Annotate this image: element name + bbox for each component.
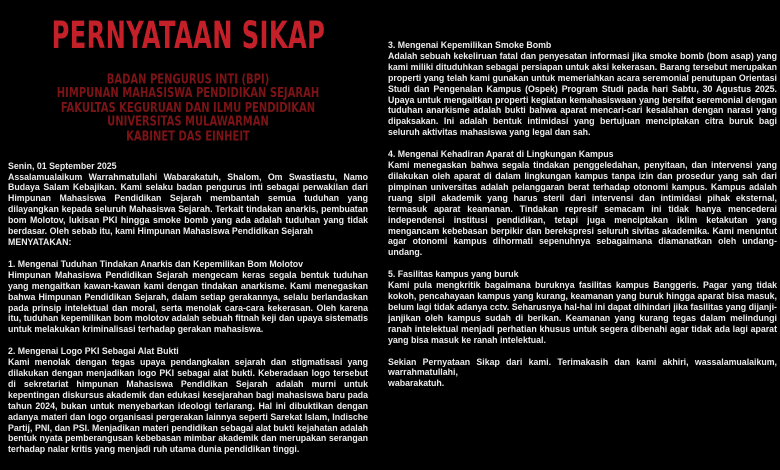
section-3-body: Adalah sebuah kekeliruan fatal dan penyesatan informasi jika smoke bomb (bom asap) yang kami miliki dituduhkan sebagai persiapan untuk aksi kekerasan. Barang tersebut merupakan properti yang telah kami gunakan untuk memeriahkan acara seremonial penutupan Orientasi Studi dan Pengenalan Kampus (Ospek) Program Studi pada hari Sabtu, 30 Agustus 2025. Upaya untuk mengaitkan properti kegiatan kemahasiswaan yang bersifat seremonial dengan tuduhan anarkisme adalah bukti bahwa aparat mencari-cari kesalahan dengan narasi yang dipaksakan. Ini adalah bentuk intimidasi yang bertujuan menciptakan citra buruk bagi seluruh aktivitas mahasiswa yang legal dan sah. (388, 50, 777, 138)
closing-line-2: wabarakatuh. (388, 378, 445, 389)
section-4-body: Kami menegaskan bahwa segala tindakan penggeledahan, penyitaan, dan intervensi yang dilakukan oleh aparat di dalam lingkungan kampus tanpa izin dan prosedur yang sah dari pimpinan universitas adalah pelanggaran berat terhadap otonomi kampus. Kampus adalah ruang sipil akademik yang harus steril dari intervensi dan intimidasi pihak eksternal, termasuk aparat keamanan. Tindakan represif semacam ini tidak hanya mencederai independensi institusi pendidikan, tetapi juga menciptakan iklim ketakutan yang mengancam kebebasan berpikir dan berekspresi seluruh sivitas akademika. Kami menuntut agar otonomi kampus dihormati sepenuhnya sebagaimana diamanatkan oleh undang-undang. (388, 160, 777, 258)
section-5-body: Kami pula mengkritik bagaimana buruknya fasilitas kampus Banggeris. Pagar yang tidak kokoh, pencahayaan kampus yang kurang, keamanan yang buruk hingga aparat bisa masuk, belum lagi tidak adanya cctv. Seharusnya hal-hal ini dapat dihindari jika fasilitas yang dijanji-janjikan oleh kampus sudah di berikan. Keamanan yang kurang tegas dalam melindungi ranah intelektual menjadi perhatian khusus untuk segera dibenahi agar tidak ada lagi aparat yang bisa masuk ke ranah intelektual. (388, 280, 777, 345)
page-title (8, 15, 368, 57)
org-line-kabinet: KABINET DAS EINHEIT (126, 127, 250, 144)
page-title-text: PERNYATAAN SIKAP (51, 14, 325, 58)
section-1 (8, 259, 368, 335)
section-1-heading: 1. Mengenai Tuduhan Tindakan Anarkis dan Kepemilikan Bom Molotov (8, 258, 304, 269)
organization-block (8, 72, 368, 142)
org-line-himpunan: HIMPUNAN MAHASISWA PENDIDIKAN SEJARAH (56, 85, 320, 101)
left-column (0, 0, 374, 470)
declaration-label: MENYATAKAN: (8, 236, 72, 247)
right-column (374, 0, 780, 470)
closing-line-1: Sekian Pernyataan Sikap dari kami. Terimakasih dan kami akhiri, wassalamualaikum, warrahmatullahi, (388, 356, 777, 378)
section-5-heading: 5. Fasilitas kampus yang buruk (388, 269, 519, 280)
section-3-heading: 3. Mengenai Kepemilikan Smoke Bomb (388, 40, 552, 50)
org-line-bpi: BADAN PENGURUS INTI (BPI) (106, 70, 270, 87)
greeting-paragraph: Assalamualaikum Warrahmatullahi Wabarakatuh, Shalom, Om Swastiastu, Namo Budaya Salam Kebajikan. Kami selaku badan pengurus inti sebagai perwakilan dari Himpunan Mahasiswa Pendidikan Sejarah membantah semua tuduhan yang dilayangkan kepada seluruh Mahasiswa Sejarah. Terkait tindakan anarkis, pembuatan bom Molotov, lukisan PKI hingga smoke bomb yang ada adalah tuduhan yang tidak berdasar. Oleh sebab itu, kami Himpunan Mahasiswa Pendidikan Sejarah (8, 171, 368, 237)
section-5 (388, 269, 777, 345)
section-2-body: Kami menolak dengan tegas upaya pendangkalan sejarah dan stigmatisasi yang dilakukan dengan menjadikan logo PKI sebagai alat bukti. Keberadaan logo tersebut di sekretariat himpunan Mahasiswa Pendidikan Sejarah adalah murni untuk kepentingan diskursus akademik dan edukasi kesejarahan bagi mahasiswa baru pada tahun 2024, bukan untuk menyebarkan ideologi terlarang. Hal ini dibuktikan dengan adanya materi dan logo organisasi pergerakan lainnya seperti Sarekat Islam, Indische Partij, PNI, dan PSI. Menjadikan materi pendidikan sebagai alat bukti kejahatan adalah bentuk nyata pemberangusan kebebasan mimbar akademik dan merupakan serangan terhadap nalar kritis yang menjadi ruh utama dunia pendidikan tinggi. (8, 357, 368, 455)
section-4-heading: 4. Mengenai Kehadiran Aparat di Lingkungan Kampus (388, 149, 614, 160)
section-2 (8, 346, 368, 455)
org-line-universitas: UNIVERSITAS MULAWARMAN (107, 113, 269, 129)
org-line-fakultas: FAKULTAS KEGURUAN DAN ILMU PENDIDIKAN (60, 99, 316, 115)
section-4 (388, 149, 777, 258)
date-line: Senin, 01 September 2025 (8, 160, 117, 171)
section-1-body: Himpunan Mahasiswa Pendidikan Sejarah mengecam keras segala bentuk tuduhan yang mengaitkan kawan-kawan kami dengan tindakan anarkisme. Kami menegaskan bahwa Himpunan Pendidikan Sejarah, dalam setiap gerakannya, selalu berlandaskan pada prinsip intelektual dan moral, serta menolak cara-cara kekerasan. Oleh karena itu, tuduhan kepemilikan bom molotov adalah sebuah fitnah keji dan upaya sistematis untuk melakukan kriminalisasi terhadap gerakan mahasiswa. (8, 269, 368, 335)
section-2-heading: 2. Mengenai Logo PKI Sebagai Alat Bukti (8, 346, 179, 357)
closing-paragraph (388, 357, 777, 390)
section-3 (388, 40, 777, 138)
